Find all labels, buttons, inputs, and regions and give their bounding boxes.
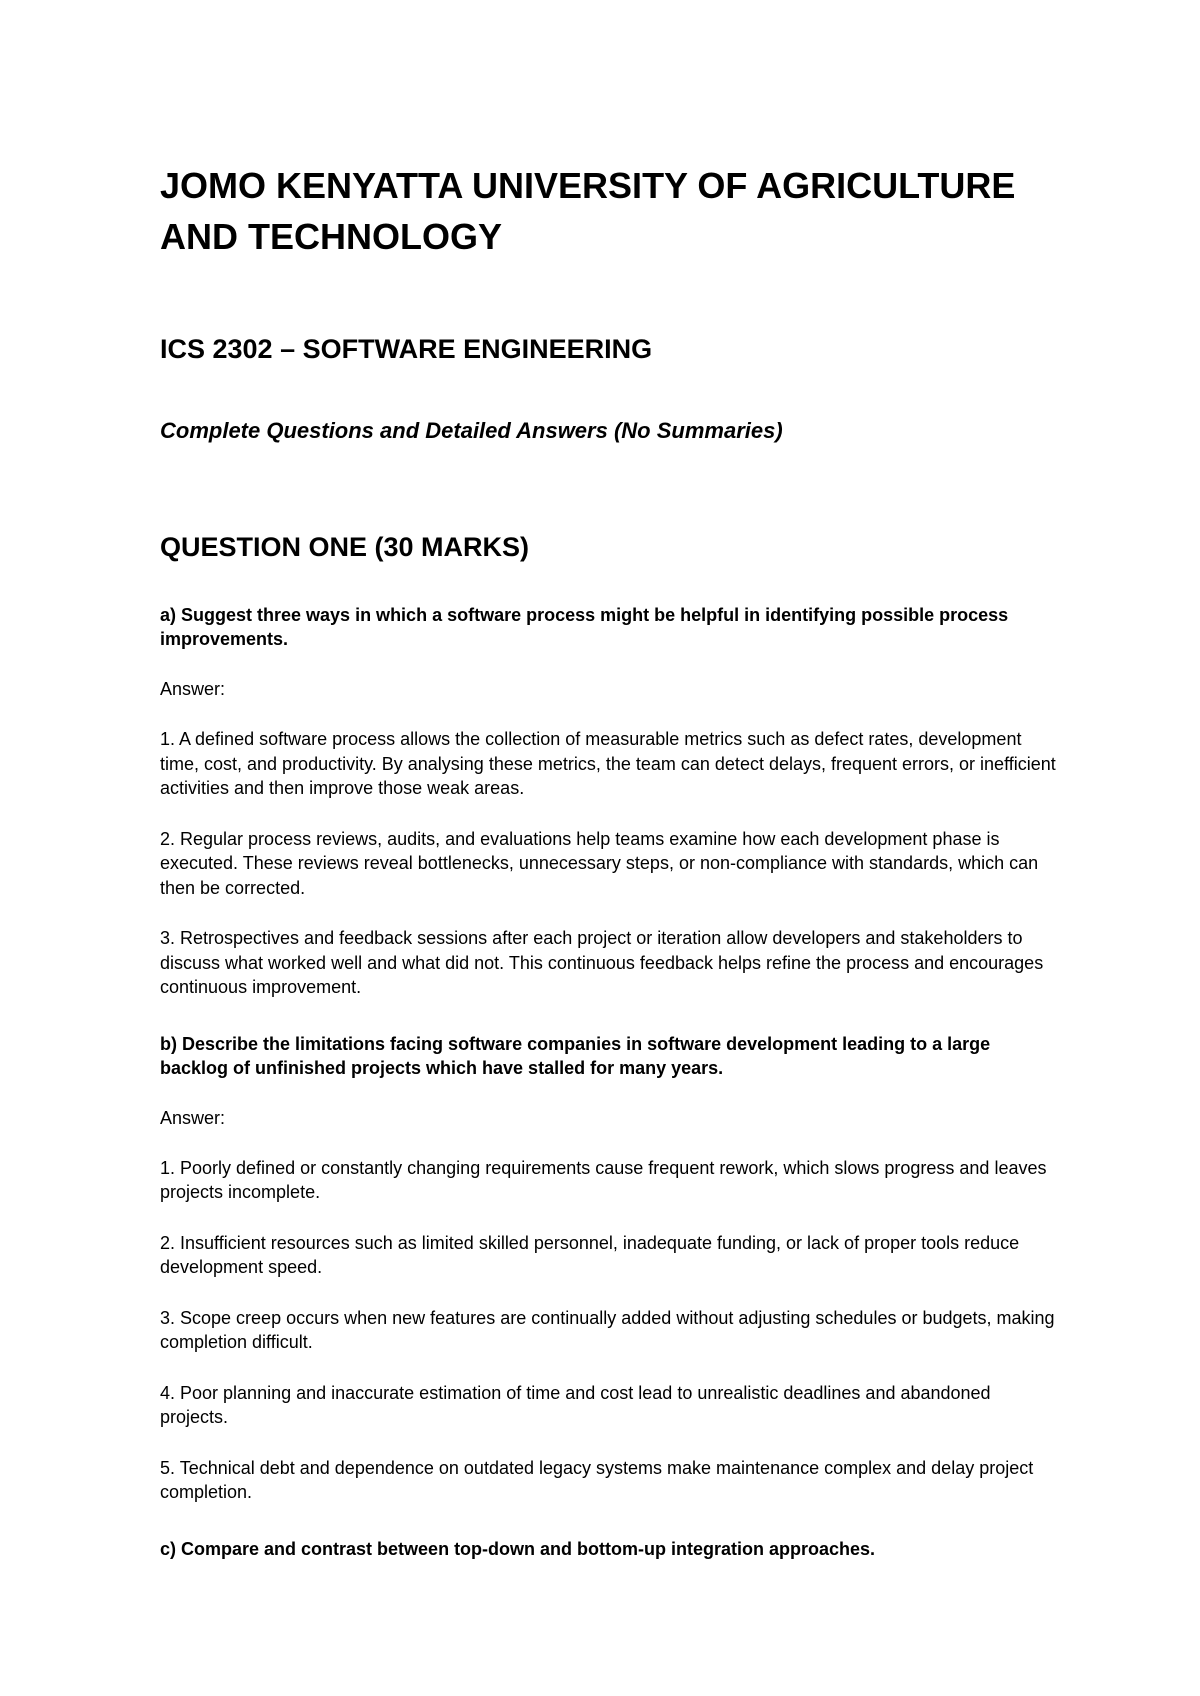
part-a-answer-2: 2. Regular process reviews, audits, and evaluations help teams examine how each development phase is executed. These reviews reveal bottlenecks, unnecessary steps, or non-compliance with standards, which can then be corrected. xyxy=(160,828,1039,898)
document-subtitle: Complete Questions and Detailed Answers (No Summaries) xyxy=(160,418,783,443)
question-one-heading: QUESTION ONE (30 MARKS) xyxy=(160,532,530,562)
course-title: ICS 2302 – SOFTWARE ENGINEERING xyxy=(160,334,653,364)
part-b-answer-4: 4. Poor planning and inaccurate estimation of time and cost lead to unrealistic deadlines and abandoned projects. xyxy=(160,1382,991,1427)
part-b-answer-1: 1. Poorly defined or constantly changing requirements cause frequent rework, which slows progress and leaves projects incomplete. xyxy=(160,1157,1047,1202)
part-b-answer-label: Answer: xyxy=(160,1107,226,1128)
part-b-question: b) Describe the limitations facing software companies in software development leading to a large backlog of unfinished projects which have stalled for many years. xyxy=(160,1033,991,1078)
part-b-answer-5: 5. Technical debt and dependence on outdated legacy systems make maintenance complex and delay project completion. xyxy=(160,1457,1034,1502)
part-a-answer-label: Answer: xyxy=(160,679,226,699)
part-a-question: a) Suggest three ways in which a software process might be helpful in identifying possible process improvements. xyxy=(160,605,1009,649)
part-b-answer-3: 3. Scope creep occurs when new features are continually added without adjusting schedules or budgets, making completion difficult. xyxy=(160,1307,1055,1352)
document-content xyxy=(160,160,1060,1561)
part-a-answer-3: 3. Retrospectives and feedback sessions after each project or iteration allow developers and stakeholders to discuss what worked well and what did not. This continuous feedback helps refine the process and encourages continuous improvement. xyxy=(160,928,1044,997)
university-title: JOMO KENYATTA UNIVERSITY OF AGRICULTURE AND TECHNOLOGY xyxy=(160,165,1016,257)
part-c-question: c) Compare and contrast between top-down and bottom-up integration approaches. xyxy=(160,1538,876,1559)
part-b-answer-2: 2. Insufficient resources such as limited skilled personnel, inadequate funding, or lack of proper tools reduce development speed. xyxy=(160,1232,1020,1277)
part-a-answer-1: 1. A defined software process allows the collection of measurable metrics such as defect rates, development time, cost, and productivity. By analysing these metrics, the team can detect delays, frequent errors, or inefficient activities and then improve those weak areas. xyxy=(160,729,1056,798)
